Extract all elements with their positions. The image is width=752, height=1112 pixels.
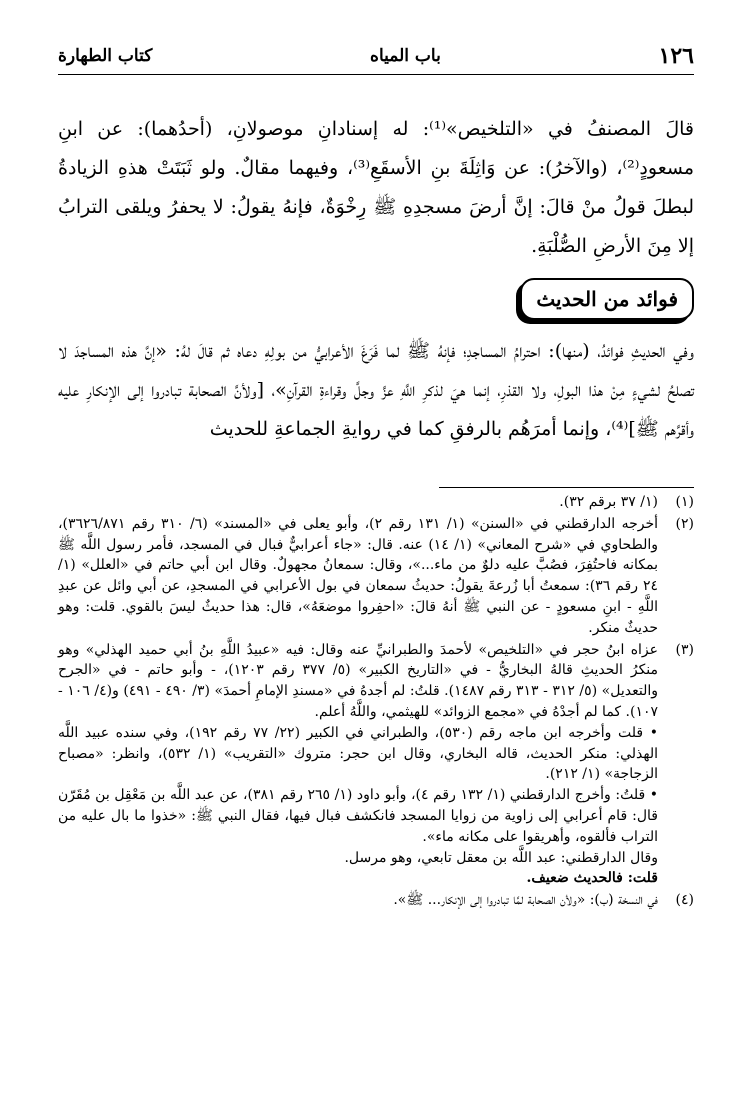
footnote-number: (٤) [675,892,694,909]
footnote-text: وقال الدارقطني: عبد اللَّه بن معقل تابعي، وهو مرسل. [344,849,658,866]
footnote-text: • قلتُ: وأخرج الدارقطني (١/ ١٣٢ رقم ٤)، وأبو داود (١/ ٢٦٥ رقم ٣٨١)، عن عبد اللَّه بن مَعْقِل بن مُقَرّن قال: قام أعرابي إلى زاوية من زوايا المسجد فانكشف فبال فيها، فقال النبي ﷺ: «خذوا ما بال عليه من التراب فألقوه، وأهريقوا على مكانه ماء». [58,787,659,845]
page-number: ١٢٦ [658,43,694,69]
footnote-number: (٢) [675,515,694,532]
paragraph: قالَ المصنفُ في «التلخيص»⁽¹⁾: له إسنادانِ موصولانِ، (أحدُهما): عن ابنِ مسعودٍ⁽²⁾، (والآخرُ): عن وَاثِلَةَ بنِ الأسقَعِ⁽³⁾، وفيهما مقالٌ. ولو ثَبَتَتْ هذهِ الزيادةُ لبطلَ قولُ منْ قالَ: إنَّ أرضَ مسجدِهِ ﷺ رِخْوَةٌ، فإنهُ يقولُ: لا يحفرُ ويلقى الترابُ إلا مِنَ الأرضِ الصُّلْبَةِ. [58,118,695,257]
footnote-text: (١/ ٣٧ برقم ٣٢). [559,494,658,510]
footnote-text: قلت: فالحديث ضعيف. [526,870,658,887]
footnote-separator [439,487,694,488]
footnote [58,640,694,890]
footnote [58,492,694,513]
page-header [58,40,694,72]
section-heading [58,272,694,326]
footnote-text: في النسخة (ب): «ولأن الصحابة لمَّا تبادروا إلى الإنكار... ﷺ». [393,892,658,909]
footnote-number: (٣) [675,641,694,658]
paragraph: وفي الحديثِ فوائدُ، (منها): احترامُ المساجدِ؛ فإنهُ ﷺ لما فَرَغَ الأعرابيُّ من بولِهِ دعاه ثم قالَ لهُ: «إنَّ هذه المساجدَ لا تصلحُ لشيءٍ مِنْ هذا البولِ، ولا القذرِ، إنما هيَ لذكرِ اللَّهِ عزَّ وجلَّ وقراءةِ القرآنِ»، [ولأنَّ الصحابة تبادروا إلى الإنكارِ عليه وأقرَّهم ﷺ]⁽⁴⁾، وإنما أمرَهُم بالرفقِ كما في روايةِ الجماعةِ للحديث [58,340,694,440]
footnote-text: • قلت وأخرجه ابن ماجه رقم (٥٣٠)، والطبراني في الكبير (٢٢/ ٧٧ رقم ١٩٢)، وفي سنده عبيد اللَّه الهذلي: منكر الحديث، قاله البخاري، وقال ابن حجر: متروك «التقريب» (١/ ٥٣٢)، وانظر: «مصباح الزجاجة» (١/ ٢١٢). [58,724,659,783]
footnote [58,514,694,639]
main-text [58,110,694,449]
footnote-number: (١) [675,494,694,510]
footnote-text: عزاه ابنُ حجر في «التلخيص» لأحمدَ والطبرانيِّ عنه وقال: فيه «عبيدُ اللَّهِ بنُ أبي حميد الهذلي» وهو منكرُ الحديثِ قالهُ البخاريُّ - في «التاريخ الكبير» (٥/ ٣٧٧ رقم ١٢٠٣)، - وأبو حاتم - في «الجرح والتعديل» (٥/ ٣١٢ - ٣١٣ رقم ١٤٨٧). قلتُ: لم أجدهُ في «مسندِ الإمامِ أحمدَ» (٣/ ٤٩٠ - ٤٩١) و(٤/ ١٠٦ - ١٠٧). كما لم أجدْهُ في «مجمع الزوائد» للهيثمي، واللَّهُ أعلم. [58,641,659,720]
chapter-title: باب المياه [370,46,441,66]
section-title: فوائد من الحديث [520,278,694,320]
header-rule [58,74,694,75]
book-title: كتاب الطهارة [58,46,153,66]
footnote [58,890,694,911]
footnotes [58,492,694,912]
footnote-text: أخرجه الدارقطني في «السنن» (١/ ١٣١ رقم ٢)، وأبو يعلى في «المسند» (٦/ ٣١٠ رقم ٣٦٢٦/٨٧١)، والطحاوي في «شرح المعاني» (١/ ١٤) عنه. قال: «جاء أعرابيٌّ فبال في المسجد، فأمر رسول اللَّه ﷺ بمكانه فاحتُفِرَ، فصُبَّ عليه دلوٌ من ماء...»، وقال: سمعانُ مجهولٌ. وقال ابن أبي حاتم في «العلل» (١/ ٢٤ رقم ٣٦): سمعتُ أبا زُرعةَ يقولُ: حديثُ سمعان في بول الأعرابي في المسجدِ، عن أبي وائل عن عبدِ اللَّهِ - ابنِ مسعودٍ - عن النبي ﷺ أنهُ قالَ: «احفِروا موضعَهُ»، قال: هذا حديثٌ ليسَ بالقوي. قلت: وهو حديثٌ منكر. [58,515,659,636]
